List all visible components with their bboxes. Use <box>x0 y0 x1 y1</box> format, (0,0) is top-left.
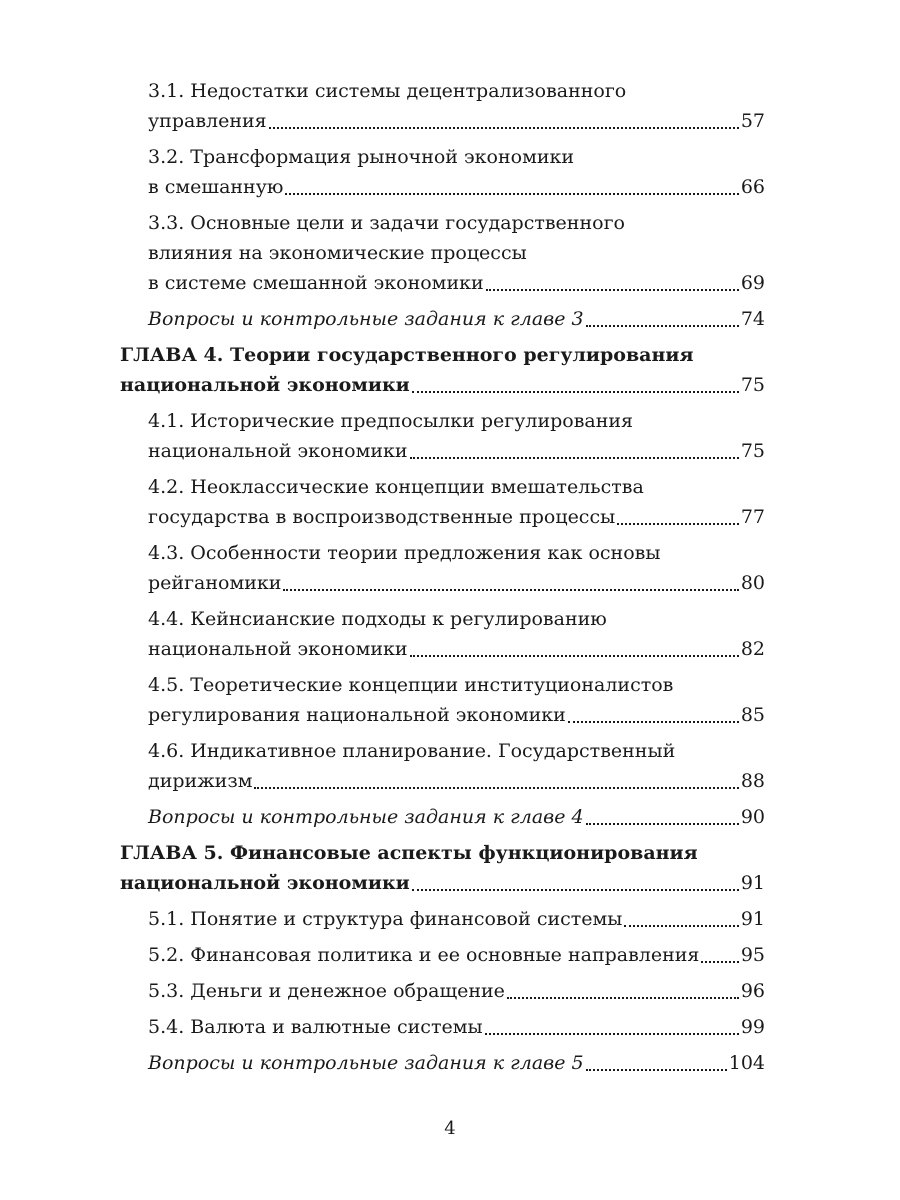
toc-entry-title-line: национальной экономики <box>148 440 408 462</box>
toc-page-number: 66 <box>740 176 765 198</box>
toc-entry-title-line: 3.1. Недостатки системы децентрализованного <box>148 80 627 102</box>
dot-leader <box>285 193 738 195</box>
toc-entry-title-line: в смешанную <box>148 176 284 198</box>
toc-entry-leader-line <box>148 268 765 298</box>
toc-entry-questions <box>120 802 765 832</box>
toc-entry-title-line: национальной экономики <box>120 374 410 396</box>
toc-entry-title-line: влияния на экономические процессы <box>148 242 527 264</box>
toc-entry-leader-line <box>148 700 765 730</box>
dot-leader <box>283 589 738 591</box>
toc-page-number: 91 <box>740 872 765 894</box>
dot-leader <box>412 391 739 393</box>
toc-entry-section <box>120 76 765 136</box>
toc-page-number: 104 <box>728 1052 765 1074</box>
toc-entry-section <box>120 406 765 466</box>
toc-entry-leader-line <box>148 568 765 598</box>
toc-entry-title-line: 4.1. Исторические предпосылки регулирования <box>148 410 634 432</box>
toc-page-number: 75 <box>740 374 765 396</box>
toc-entry-section <box>120 604 765 664</box>
toc-page-number: 57 <box>740 110 765 132</box>
toc-page-number: 77 <box>740 506 765 528</box>
toc-entry-leader-line <box>148 1048 765 1078</box>
dot-leader <box>617 523 739 525</box>
toc-entry-title-line: Вопросы и контрольные задания к главе 5 <box>148 1052 584 1074</box>
toc-entry-chapter <box>120 340 765 400</box>
toc-entry-section <box>120 538 765 598</box>
toc-entry-leader-line <box>120 370 765 400</box>
dot-leader <box>586 823 739 825</box>
toc-entry-title-line: 5.4. Валюта и валютные системы <box>148 1016 483 1038</box>
toc-entry-questions <box>120 304 765 334</box>
toc-entry-chapter <box>120 838 765 898</box>
toc-page-number: 88 <box>740 770 765 792</box>
toc-entry-title-line: рейганомики <box>148 572 282 594</box>
toc-entry-title-line: 4.5. Теоретические концепции институционалистов <box>148 674 674 696</box>
toc-page-number: 96 <box>740 980 765 1002</box>
toc-entry-title-line: национальной экономики <box>120 872 410 894</box>
toc-entry-title-line: национальной экономики <box>148 638 408 660</box>
dot-leader <box>701 961 738 963</box>
toc-entry-title-line: государства в воспроизводственные процессы <box>148 506 616 528</box>
toc-entry-title-line: регулирования национальной экономики <box>148 704 566 726</box>
toc-entry-leader-line <box>148 502 765 532</box>
toc-entry-section <box>120 1012 765 1042</box>
toc-page-number: 80 <box>740 572 765 594</box>
dot-leader <box>586 1069 727 1071</box>
toc-entry-leader-line <box>148 304 765 334</box>
toc-entry-section <box>120 142 765 202</box>
dot-leader <box>269 127 739 129</box>
toc-entry-title-line: управления <box>148 110 267 132</box>
dot-leader <box>410 655 739 657</box>
toc-entry-title-line: 4.2. Неоклассические концепции вмешательства <box>148 476 644 498</box>
toc-entry-section <box>120 904 765 934</box>
toc-entry-section <box>120 736 765 796</box>
toc-entry-section <box>120 670 765 730</box>
toc-entry-leader-line <box>148 940 765 970</box>
toc-page-number: 69 <box>740 272 765 294</box>
dot-leader <box>624 925 738 927</box>
toc-entry-leader-line <box>148 976 765 1006</box>
toc-page-number: 99 <box>740 1016 765 1038</box>
toc-entry-title-line: 3.2. Трансформация рыночной экономики <box>148 146 575 168</box>
toc-page-number: 95 <box>740 944 765 966</box>
toc-entry-title-line: 4.4. Кейнсианские подходы к регулированию <box>148 608 607 630</box>
toc-entry-title-line: 4.6. Индикативное планирование. Государственный <box>148 740 676 762</box>
toc-entry-questions <box>120 1048 765 1078</box>
toc-entry-leader-line <box>148 106 765 136</box>
toc-page-number: 90 <box>740 806 765 828</box>
toc-entry-title-line: 5.1. Понятие и структура финансовой системы <box>148 908 623 930</box>
toc-entry-leader-line <box>148 904 765 934</box>
toc-entry-leader-line <box>148 802 765 832</box>
toc-entry-title-line: Вопросы и контрольные задания к главе 3 <box>148 308 584 330</box>
toc-entry-leader-line <box>148 634 765 664</box>
toc-entry-title-line: ГЛАВА 5. Финансовые аспекты функционирования <box>120 842 698 864</box>
toc-entry-section <box>120 976 765 1006</box>
dot-leader <box>254 787 738 789</box>
dot-leader <box>568 721 739 723</box>
dot-leader <box>410 457 739 459</box>
toc-entry-title-line: 5.3. Деньги и денежное обращение <box>148 980 505 1002</box>
toc-page-number: 74 <box>740 308 765 330</box>
dot-leader <box>486 289 739 291</box>
toc-entry-leader-line <box>148 1012 765 1042</box>
toc-entry-section <box>120 208 765 298</box>
toc-page-number: 85 <box>740 704 765 726</box>
toc-entry-title-line: Вопросы и контрольные задания к главе 4 <box>148 806 584 828</box>
table-of-contents <box>120 70 765 1078</box>
toc-entry-leader-line <box>148 436 765 466</box>
toc-page-number: 91 <box>740 908 765 930</box>
page-number: 4 <box>444 1118 456 1139</box>
toc-entry-section <box>120 472 765 532</box>
toc-entry-title-line: ГЛАВА 4. Теории государственного регулирования <box>120 344 694 366</box>
toc-entry-title-line: в системе смешанной экономики <box>148 272 484 294</box>
toc-entry-leader-line <box>120 868 765 898</box>
toc-entry-leader-line <box>148 766 765 796</box>
dot-leader <box>586 325 739 327</box>
toc-entry-title-line: 5.2. Финансовая политика и ее основные направления <box>148 944 700 966</box>
dot-leader <box>485 1033 739 1035</box>
toc-entry-title-line: дирижизм <box>148 770 253 792</box>
toc-entry-title-line: 3.3. Основные цели и задачи государственного <box>148 212 625 234</box>
dot-leader <box>412 889 739 891</box>
toc-entry-title-line: 4.3. Особенности теории предложения как основы <box>148 542 661 564</box>
toc-page-number: 75 <box>740 440 765 462</box>
toc-entry-leader-line <box>148 172 765 202</box>
dot-leader <box>507 997 739 999</box>
toc-entry-section <box>120 940 765 970</box>
toc-page-number: 82 <box>740 638 765 660</box>
